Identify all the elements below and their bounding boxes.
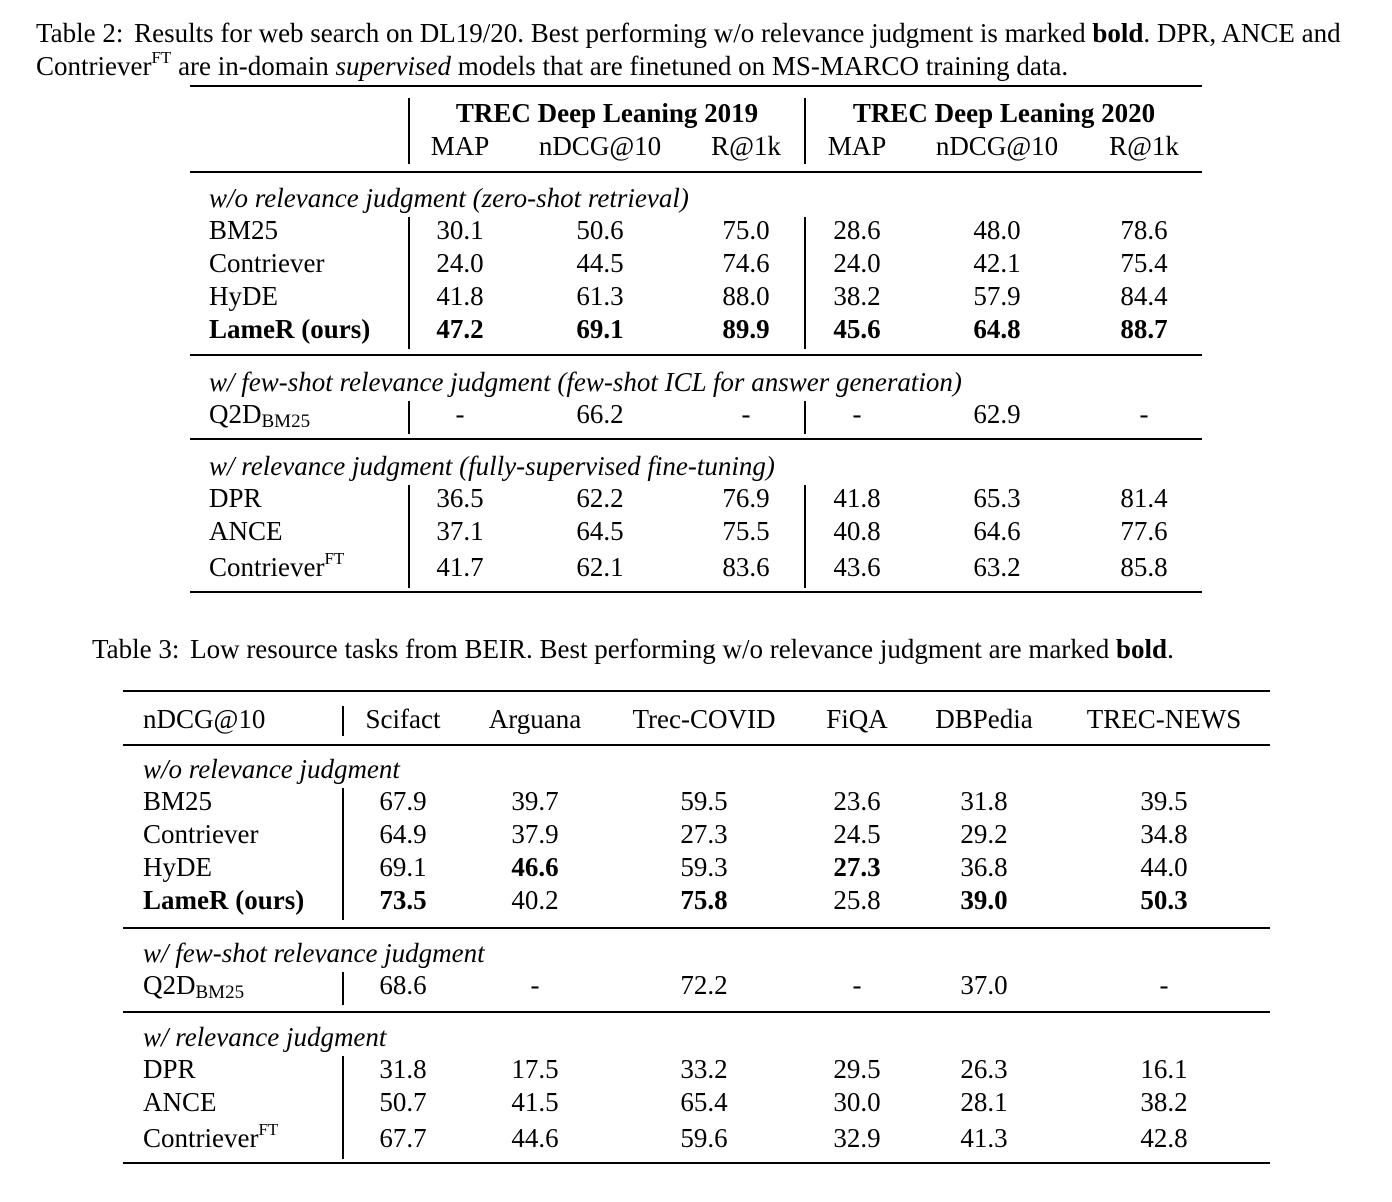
- table3-row-name-subscript: BM25: [195, 982, 245, 1003]
- table2-row-name-text: DPR: [209, 483, 262, 513]
- table2-cell: 38.2: [833, 281, 881, 311]
- table3-cell: 30.0: [833, 1087, 881, 1117]
- table2-row-name-text: HyDE: [209, 281, 278, 311]
- table2-cell: 57.9: [973, 281, 1021, 311]
- table2-cell: 24.0: [833, 248, 881, 278]
- table2-cell: 64.8: [973, 314, 1021, 344]
- table3-row-name: [143, 1054, 196, 1084]
- table3-cell: 37.0: [960, 970, 1008, 1000]
- table3-row-name: [143, 1120, 279, 1153]
- table3-cell: 31.8: [960, 786, 1008, 816]
- table2-cell: 78.6: [1120, 215, 1168, 245]
- table3-cell: 36.8: [960, 852, 1008, 882]
- table2-cell: 69.1: [576, 314, 624, 344]
- table3-cell: 32.9: [833, 1123, 881, 1153]
- table2-metric-header: MAP: [430, 131, 490, 161]
- table3-header-rule: [123, 744, 1270, 746]
- table2-cell: 62.1: [576, 552, 624, 582]
- table3-cell: 39.7: [511, 786, 559, 816]
- table2-cell: 28.6: [833, 215, 881, 245]
- table2-cell: 65.3: [973, 483, 1021, 513]
- table3-cell: 40.2: [511, 885, 559, 915]
- table3-cell: 42.8: [1140, 1123, 1188, 1153]
- table2-cell: 37.1: [436, 516, 484, 546]
- table2-vline-1: [408, 485, 410, 588]
- table3-row-name-text: Contriever: [143, 1123, 259, 1153]
- table2-cell: 75.4: [1120, 248, 1168, 278]
- table2-cell: 48.0: [973, 215, 1021, 245]
- table3-row-name-text: ANCE: [143, 1087, 217, 1117]
- table2-cell: 88.7: [1120, 314, 1168, 344]
- table2-cell: 62.9: [973, 399, 1021, 429]
- table2-cell: 81.4: [1120, 483, 1168, 513]
- table2-cell: 41.7: [436, 552, 484, 582]
- table3-vline-1: [342, 788, 344, 920]
- table3-cell: 25.8: [833, 885, 881, 915]
- table2-cell: 44.5: [576, 248, 624, 278]
- table2-cell: 85.8: [1120, 552, 1168, 582]
- table3-row-name-text: Contriever: [143, 819, 259, 849]
- table2-row-name: [209, 399, 310, 437]
- table3-cell: 73.5: [379, 885, 427, 915]
- table2-row-name-text: Contriever: [209, 248, 325, 278]
- table2-row-name-subscript: BM25: [261, 411, 311, 432]
- table2-row-name: [209, 314, 370, 344]
- table2-row-name-superscript: FT: [324, 549, 345, 568]
- table2-caption-text-1: Results for web search on DL19/20. Best performing w/o relevance judgment is marked: [134, 18, 1086, 48]
- table2-cell: 75.5: [722, 516, 770, 546]
- table2-bottom-rule: [190, 591, 1202, 593]
- table2-group-2019: TREC Deep Leaning 2019: [455, 98, 759, 128]
- table2-cell: 43.6: [833, 552, 881, 582]
- table3-corner-label: nDCG@10: [143, 704, 266, 734]
- table3-row-name: [143, 970, 244, 1008]
- table3-cell: 59.6: [680, 1123, 728, 1153]
- table2-caption-text-2: . DPR, ANCE and Contriever: [36, 18, 1341, 81]
- table3-cell: 64.9: [379, 819, 427, 849]
- table2-top-rule: [190, 85, 1202, 87]
- table2-header-rule: [190, 171, 1202, 173]
- table2-cell: 77.6: [1120, 516, 1168, 546]
- table2-cell: 75.0: [722, 215, 770, 245]
- table3-vline-1: [342, 1056, 344, 1159]
- table3-cell: -: [530, 970, 540, 1000]
- table3-vline-1: [342, 972, 344, 1005]
- table2-cell: 88.0: [722, 281, 770, 311]
- table2-section-rule: [190, 438, 1202, 440]
- table2-cell: 89.9: [722, 314, 770, 344]
- table2-caption-label: Table 2:: [36, 18, 124, 48]
- table3-cell: 31.8: [379, 1054, 427, 1084]
- table3-cell: 34.8: [1140, 819, 1188, 849]
- table2-group-2020: TREC Deep Leaning 2020: [852, 98, 1156, 128]
- table3-caption: [92, 633, 1352, 666]
- table3-top-rule: [123, 690, 1270, 692]
- table3-bottom-rule: [123, 1162, 1270, 1164]
- table2-cell: 41.8: [436, 281, 484, 311]
- table3-row-name-superscript: FT: [258, 1120, 279, 1139]
- table3-caption-label: Table 3:: [92, 634, 180, 664]
- table2-cell: 42.1: [973, 248, 1021, 278]
- table3-cell: 41.5: [511, 1087, 559, 1117]
- table3-row-name-text: HyDE: [143, 852, 212, 882]
- table3-column-header: Trec-COVID: [632, 704, 776, 734]
- table3-column-header: FiQA: [826, 704, 888, 734]
- table2-row-name: [209, 281, 278, 311]
- table2-cell: 74.6: [722, 248, 770, 278]
- table3-section-title: w/ relevance judgment: [143, 1022, 387, 1052]
- table3-cell: 69.1: [379, 852, 427, 882]
- table3-cell: 39.5: [1140, 786, 1188, 816]
- table2-row-name: [209, 215, 278, 245]
- table3-caption-end: .: [1167, 634, 1174, 664]
- table3-cell: 75.8: [680, 885, 728, 915]
- table2-caption-sup: FT: [151, 48, 172, 67]
- table3-section-title: w/ few-shot relevance judgment: [143, 938, 485, 968]
- table2-caption: [36, 17, 1376, 83]
- table3-cell: 44.0: [1140, 852, 1188, 882]
- table2-vline-2: [804, 485, 806, 588]
- table2-vline-2: [804, 217, 806, 349]
- table3-caption-bold: bold: [1116, 634, 1168, 664]
- table3-column-header: Arguana: [488, 704, 582, 734]
- table2-caption-italic: supervised: [335, 51, 451, 81]
- table3-cell: 39.0: [960, 885, 1008, 915]
- table3-section-rule: [123, 927, 1270, 929]
- table2-cell: 30.1: [436, 215, 484, 245]
- table3-cell: 59.3: [680, 852, 728, 882]
- table2-cell: 83.6: [722, 552, 770, 582]
- table3-cell: 67.7: [379, 1123, 427, 1153]
- table3-cell: 68.6: [379, 970, 427, 1000]
- table2-section-title: w/ relevance judgment (fully-supervised fine-tuning): [209, 451, 775, 481]
- table3-cell: 59.5: [680, 786, 728, 816]
- table2-cell: 41.8: [833, 483, 881, 513]
- table3-cell: 67.9: [379, 786, 427, 816]
- table3-cell: 46.6: [511, 852, 559, 882]
- table2-vline-1: [408, 401, 410, 434]
- table2-cell: 50.6: [576, 215, 624, 245]
- table2-vline-1: [408, 217, 410, 349]
- table3-row-name-text: BM25: [143, 786, 213, 816]
- table3-column-header: Scifact: [365, 704, 441, 734]
- table3-cell: 16.1: [1140, 1054, 1188, 1084]
- table3-cell: -: [852, 970, 862, 1000]
- table3-column-header: TREC-NEWS: [1086, 704, 1242, 734]
- table3-cell: 29.5: [833, 1054, 881, 1084]
- table2-row-name: [209, 549, 345, 582]
- table3-cell: 72.2: [680, 970, 728, 1000]
- table3-row-name-text: LameR (ours): [143, 885, 305, 915]
- table2-row-name-text: LameR (ours): [209, 314, 371, 344]
- table2-header-vline-2: [804, 98, 806, 164]
- table2-cell: 84.4: [1120, 281, 1168, 311]
- table2-caption-text-4: models that are finetuned on MS-MARCO training data.: [457, 51, 1069, 81]
- table2-row-name-text: Q2D: [209, 399, 262, 429]
- table2-cell: 64.6: [973, 516, 1021, 546]
- table3-cell: 23.6: [833, 786, 881, 816]
- table3-cell: 24.5: [833, 819, 881, 849]
- table3-cell: 27.3: [833, 852, 881, 882]
- table3-cell: 28.1: [960, 1087, 1008, 1117]
- table3-cell: 33.2: [680, 1054, 728, 1084]
- table2-section-rule: [190, 354, 1202, 356]
- table2-metric-header: R@1k: [1109, 131, 1179, 161]
- table3-row-name: [143, 786, 212, 816]
- table2-cell: 76.9: [722, 483, 770, 513]
- table3-cell: 41.3: [960, 1123, 1008, 1153]
- table2-caption-text-3: are in-domain: [171, 51, 329, 81]
- table2-cell: -: [741, 399, 751, 429]
- table2-cell: 40.8: [833, 516, 881, 546]
- table3-cell: 17.5: [511, 1054, 559, 1084]
- table3-row-name: [143, 1087, 217, 1117]
- table2-caption-bold: bold: [1092, 18, 1144, 48]
- table3-section-rule: [123, 1011, 1270, 1013]
- table3-cell: 38.2: [1140, 1087, 1188, 1117]
- table2-cell: 47.2: [436, 314, 484, 344]
- table2-vline-2: [804, 401, 806, 434]
- table2-metric-header: MAP: [827, 131, 887, 161]
- table2-header-vline-1: [408, 98, 410, 164]
- table3-row-name-text: DPR: [143, 1054, 196, 1084]
- table3-cell: 50.7: [379, 1087, 427, 1117]
- table3-row-name: [143, 852, 212, 882]
- table2-cell: 63.2: [973, 552, 1021, 582]
- table3-cell: 44.6: [511, 1123, 559, 1153]
- table2-metric-header: R@1k: [711, 131, 781, 161]
- table2-row-name-text: ANCE: [209, 516, 283, 546]
- table2-row-name-text: BM25: [209, 215, 279, 245]
- table2-row-name: [209, 248, 324, 278]
- table3-row-name: [143, 819, 258, 849]
- table3-cell: -: [1159, 970, 1169, 1000]
- table2-cell: 45.6: [833, 314, 881, 344]
- table2-row-name: [209, 516, 283, 546]
- table3-row-name-text: Q2D: [143, 970, 196, 1000]
- table3: [123, 690, 1270, 1170]
- table2-cell: 62.2: [576, 483, 624, 513]
- table2-cell: 66.2: [576, 399, 624, 429]
- table2-cell: 24.0: [436, 248, 484, 278]
- table3-row-name: [143, 885, 304, 915]
- table2-row-name-text: Contriever: [209, 552, 325, 582]
- table2-section-title: w/o relevance judgment (zero-shot retrieval): [209, 183, 689, 213]
- table2-cell: -: [852, 399, 862, 429]
- table2-section-title: w/ few-shot relevance judgment (few-shot ICL for answer generation): [209, 367, 962, 397]
- table3-cell: 37.9: [511, 819, 559, 849]
- table3-cell: 27.3: [680, 819, 728, 849]
- table3-cell: 26.3: [960, 1054, 1008, 1084]
- table3-header-vline: [342, 706, 344, 736]
- table2-cell: -: [455, 399, 465, 429]
- table3-cell: 65.4: [680, 1087, 728, 1117]
- table3-cell: 29.2: [960, 819, 1008, 849]
- table3-section-title: w/o relevance judgment: [143, 754, 400, 784]
- table3-column-header: DBPedia: [935, 704, 1033, 734]
- table2-cell: 36.5: [436, 483, 484, 513]
- table3-cell: 50.3: [1140, 885, 1188, 915]
- table2-cell: -: [1139, 399, 1149, 429]
- table2: [190, 85, 1202, 595]
- table2-cell: 64.5: [576, 516, 624, 546]
- table2-row-name: [209, 483, 262, 513]
- table2-metric-header: nDCG@10: [935, 131, 1059, 161]
- table2-metric-header: nDCG@10: [538, 131, 662, 161]
- table2-cell: 61.3: [576, 281, 624, 311]
- table3-caption-text: Low resource tasks from BEIR. Best performing w/o relevance judgment are marked: [190, 634, 1110, 664]
